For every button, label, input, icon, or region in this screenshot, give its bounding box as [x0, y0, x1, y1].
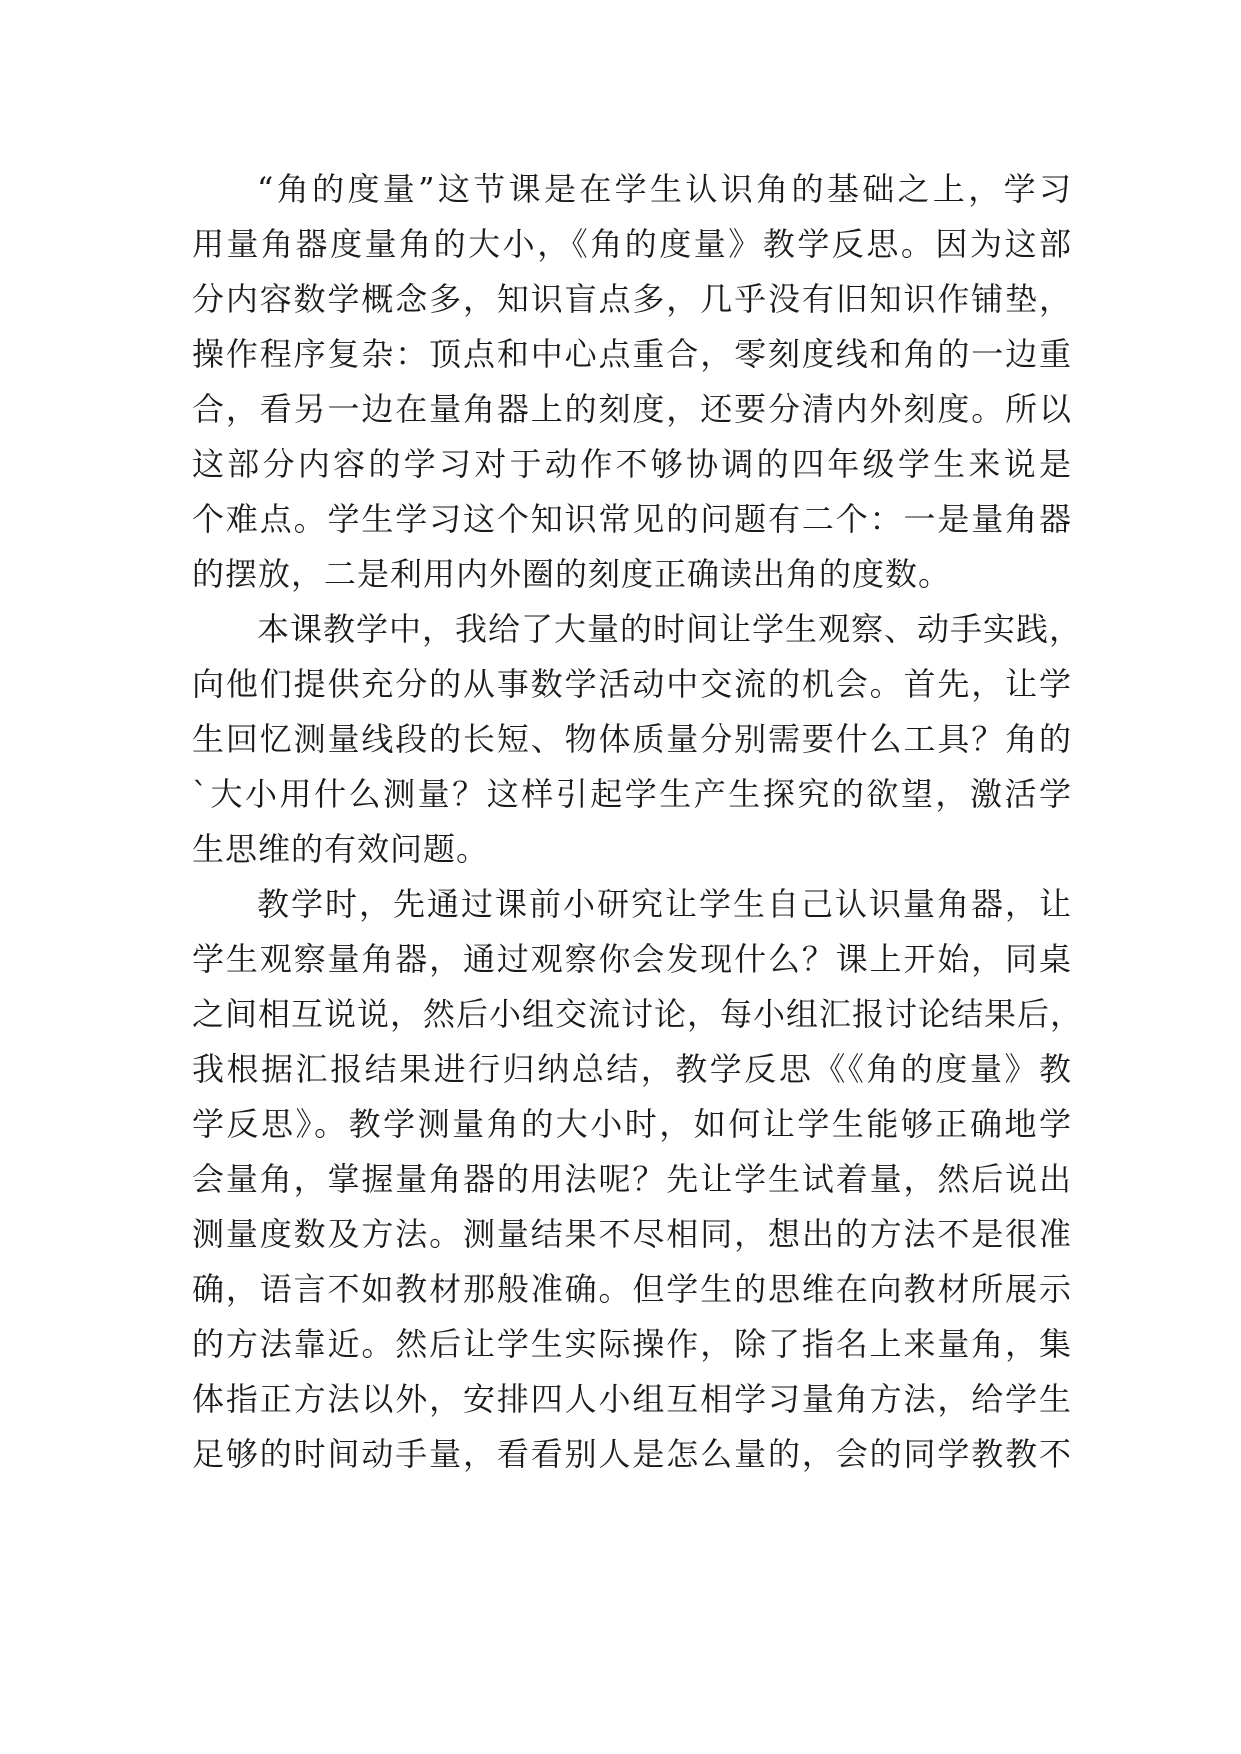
- paragraph-3-line-11: 足够的时间动手量，看看别人是怎么量的，会的同学教教不: [192, 1435, 1072, 1473]
- paragraph-3-line-7: 测量度数及方法。测量结果不尽相同，想出的方法不是很准: [192, 1215, 1072, 1253]
- paragraph-1-line-4: 操作程序复杂：顶点和中心点重合，零刻度线和角的一边重: [192, 335, 1072, 373]
- paragraph-2-line-5: 生思维的有效问题。: [192, 830, 490, 868]
- paragraph-2-line-1: 本课教学中，我给了大量的时间让学生观察、动手实践，: [257, 610, 1083, 648]
- paragraph-2-line-3: 生回忆测量线段的长短、物体质量分别需要什么工具？角的: [192, 720, 1072, 758]
- paragraph-3-line-3: 之间相互说说，然后小组交流讨论，每小组汇报讨论结果后，: [192, 995, 1084, 1033]
- body-text: [192, 162, 1084, 1482]
- paragraph-3-line-10: 体指正方法以外，安排四人小组互相学习量角方法，给学生: [192, 1380, 1072, 1418]
- paragraph-1-line-7: 个难点。学生学习这个知识常见的问题有二个：一是量角器: [192, 500, 1072, 538]
- paragraph-1-line-5: 合，看另一边在量角器上的刻度，还要分清内外刻度。所以: [192, 390, 1072, 428]
- paragraph-3-line-8: 确，语言不如教材那般准确。但学生的思维在向教材所展示: [192, 1270, 1072, 1308]
- paragraph-2-line-4: `大小用什么测量？这样引起学生产生探究的欲望，激活学: [192, 775, 1072, 813]
- paragraph-1-line-8: 的摆放，二是利用内外圈的刻度正确读出角的度数。: [192, 555, 952, 593]
- paragraph-1-line-1: “角的度量”这节课是在学生认识角的基础之上，学习: [257, 170, 1072, 208]
- paragraph-3-line-2: 学生观察量角器，通过观察你会发现什么？课上开始，同桌: [192, 940, 1072, 978]
- paragraph-3-line-4: 我根据汇报结果进行归纳总结，教学反思《《角的度量》教: [192, 1050, 1072, 1088]
- paragraph-2-line-2: 向他们提供充分的从事数学活动中交流的机会。首先，让学: [192, 665, 1072, 703]
- paragraph-1-line-2: 用量角器度量角的大小，《角的度量》教学反思。因为这部: [192, 225, 1072, 263]
- paragraph-3-line-9: 的方法靠近。然后让学生实际操作，除了指名上来量角，集: [192, 1325, 1072, 1363]
- paragraph-1-line-6: 这部分内容的学习对于动作不够协调的四年级学生来说是: [192, 445, 1072, 483]
- paragraph-1-line-3: 分内容数学概念多，知识盲点多，几乎没有旧知识作铺垫，: [192, 280, 1072, 318]
- paragraph-3-line-5: 学反思》。教学测量角的大小时，如何让学生能够正确地学: [192, 1105, 1072, 1143]
- paragraph-3-line-6: 会量角，掌握量角器的用法呢？先让学生试着量，然后说出: [192, 1160, 1072, 1198]
- paragraph-3-line-1: 教学时，先通过课前小研究让学生自己认识量角器，让: [257, 885, 1072, 923]
